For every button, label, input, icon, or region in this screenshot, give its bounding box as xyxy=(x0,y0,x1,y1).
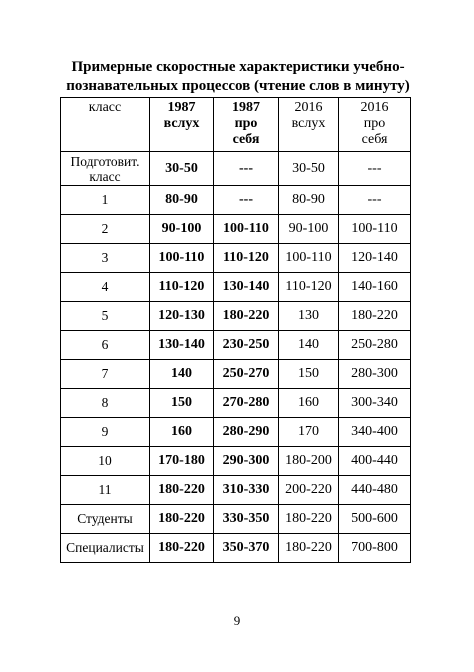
cell-2016-silent: 400-440 xyxy=(339,447,411,476)
cell-2016-aloud: 130 xyxy=(279,302,339,331)
header-2016-silent-mode-2: себя xyxy=(361,132,388,147)
cell-2016-aloud: 80-90 xyxy=(279,186,339,215)
cell-2016-aloud: 140 xyxy=(279,331,339,360)
cell-1987-aloud: 80-90 xyxy=(150,186,214,215)
cell-2016-silent: 140-160 xyxy=(339,273,411,302)
page-number: 9 xyxy=(233,613,241,628)
table-row xyxy=(61,360,411,389)
row-label: 6 xyxy=(61,331,150,360)
cell-1987-silent: --- xyxy=(214,186,279,215)
cell-1987-aloud: 180-220 xyxy=(150,476,214,505)
cell-1987-silent: 270-280 xyxy=(214,389,279,418)
cell-2016-aloud: 160 xyxy=(279,389,339,418)
cell-1987-aloud: 140 xyxy=(150,360,214,389)
table-row xyxy=(61,389,411,418)
cell-1987-aloud: 170-180 xyxy=(150,447,214,476)
row-label: 2 xyxy=(61,215,150,244)
header-2016-silent-year: 2016 xyxy=(360,100,389,115)
header-1987-silent-year: 1987 xyxy=(232,100,260,115)
cell-1987-silent: 310-330 xyxy=(214,476,279,505)
cell-2016-aloud: 90-100 xyxy=(279,215,339,244)
table-row xyxy=(61,534,411,563)
cell-1987-silent: 250-270 xyxy=(214,360,279,389)
cell-2016-aloud: 170 xyxy=(279,418,339,447)
table-row xyxy=(61,331,411,360)
header-1987-silent xyxy=(214,98,279,152)
table-header-row xyxy=(61,98,411,152)
cell-1987-aloud: 30-50 xyxy=(150,152,214,186)
cell-1987-silent: 290-300 xyxy=(214,447,279,476)
cell-1987-aloud: 100-110 xyxy=(150,244,214,273)
row-label: 9 xyxy=(61,418,150,447)
page-title xyxy=(60,58,416,96)
cell-1987-silent: 280-290 xyxy=(214,418,279,447)
cell-1987-aloud: 90-100 xyxy=(150,215,214,244)
cell-2016-aloud: 180-220 xyxy=(279,505,339,534)
cell-1987-silent: 180-220 xyxy=(214,302,279,331)
table-row xyxy=(61,244,411,273)
header-2016-silent-mode-1: про xyxy=(363,116,386,131)
row-label: 3 xyxy=(61,244,150,273)
header-1987-silent-mode-1: про xyxy=(234,116,258,131)
cell-2016-silent: 280-300 xyxy=(339,360,411,389)
cell-1987-silent: 230-250 xyxy=(214,331,279,360)
cell-1987-aloud: 180-220 xyxy=(150,534,214,563)
cell-2016-silent: 300-340 xyxy=(339,389,411,418)
table-row xyxy=(61,447,411,476)
cell-1987-aloud: 180-220 xyxy=(150,505,214,534)
page-title-line-2: познавательных процессов (чтение слов в минуту) xyxy=(66,78,410,94)
row-label: 11 xyxy=(61,476,150,505)
cell-1987-aloud: 150 xyxy=(150,389,214,418)
row-label: 10 xyxy=(61,447,150,476)
row-label: 7 xyxy=(61,360,150,389)
cell-1987-silent: 330-350 xyxy=(214,505,279,534)
page-title-line-1: Примерные скоростные характеристики учебно- xyxy=(71,59,405,75)
table-row xyxy=(61,418,411,447)
row-label-line: класс xyxy=(89,168,121,184)
cell-2016-aloud: 110-120 xyxy=(279,273,339,302)
cell-1987-aloud: 110-120 xyxy=(150,273,214,302)
cell-2016-silent: 440-480 xyxy=(339,476,411,505)
header-2016-aloud-year: 2016 xyxy=(294,100,323,115)
table-row xyxy=(61,505,411,534)
cell-1987-silent: 110-120 xyxy=(214,244,279,273)
header-2016-aloud-mode: вслух xyxy=(291,116,326,131)
row-label xyxy=(61,152,150,186)
row-label: Студенты xyxy=(61,505,150,534)
header-2016-silent xyxy=(339,98,411,152)
cell-2016-silent: 340-400 xyxy=(339,418,411,447)
header-1987-aloud-year: 1987 xyxy=(167,100,196,115)
cell-1987-silent: 350-370 xyxy=(214,534,279,563)
row-label: 4 xyxy=(61,273,150,302)
cell-2016-silent: 250-280 xyxy=(339,331,411,360)
cell-1987-silent: 130-140 xyxy=(214,273,279,302)
cell-1987-silent: --- xyxy=(214,152,279,186)
cell-2016-aloud: 30-50 xyxy=(279,152,339,186)
header-class-line: класс xyxy=(88,100,122,115)
cell-2016-silent: 100-110 xyxy=(339,215,411,244)
cell-2016-aloud: 180-220 xyxy=(279,534,339,563)
row-label: 1 xyxy=(61,186,150,215)
row-label: 8 xyxy=(61,389,150,418)
cell-2016-silent: 700-800 xyxy=(339,534,411,563)
header-2016-aloud xyxy=(279,98,339,152)
cell-2016-silent: 500-600 xyxy=(339,505,411,534)
cell-2016-silent: 180-220 xyxy=(339,302,411,331)
header-class xyxy=(61,98,150,152)
cell-1987-aloud: 160 xyxy=(150,418,214,447)
cell-2016-silent: --- xyxy=(339,152,411,186)
row-label-line: Подготовит. xyxy=(70,153,140,169)
row-label: Специалисты xyxy=(61,534,150,563)
table-row xyxy=(61,186,411,215)
cell-2016-silent: --- xyxy=(339,186,411,215)
cell-2016-aloud: 200-220 xyxy=(279,476,339,505)
table-row xyxy=(61,152,411,186)
row-label: 5 xyxy=(61,302,150,331)
cell-2016-aloud: 100-110 xyxy=(279,244,339,273)
cell-1987-aloud: 130-140 xyxy=(150,331,214,360)
table-row xyxy=(61,302,411,331)
table-row xyxy=(61,476,411,505)
reading-speed-table xyxy=(60,97,411,563)
cell-2016-silent: 120-140 xyxy=(339,244,411,273)
header-1987-aloud xyxy=(150,98,214,152)
table-row xyxy=(61,273,411,302)
header-1987-aloud-mode: вслух xyxy=(163,116,200,131)
cell-1987-aloud: 120-130 xyxy=(150,302,214,331)
header-1987-silent-mode-2: себя xyxy=(232,132,260,147)
table-row xyxy=(61,215,411,244)
cell-1987-silent: 100-110 xyxy=(214,215,279,244)
cell-2016-aloud: 180-200 xyxy=(279,447,339,476)
cell-2016-aloud: 150 xyxy=(279,360,339,389)
